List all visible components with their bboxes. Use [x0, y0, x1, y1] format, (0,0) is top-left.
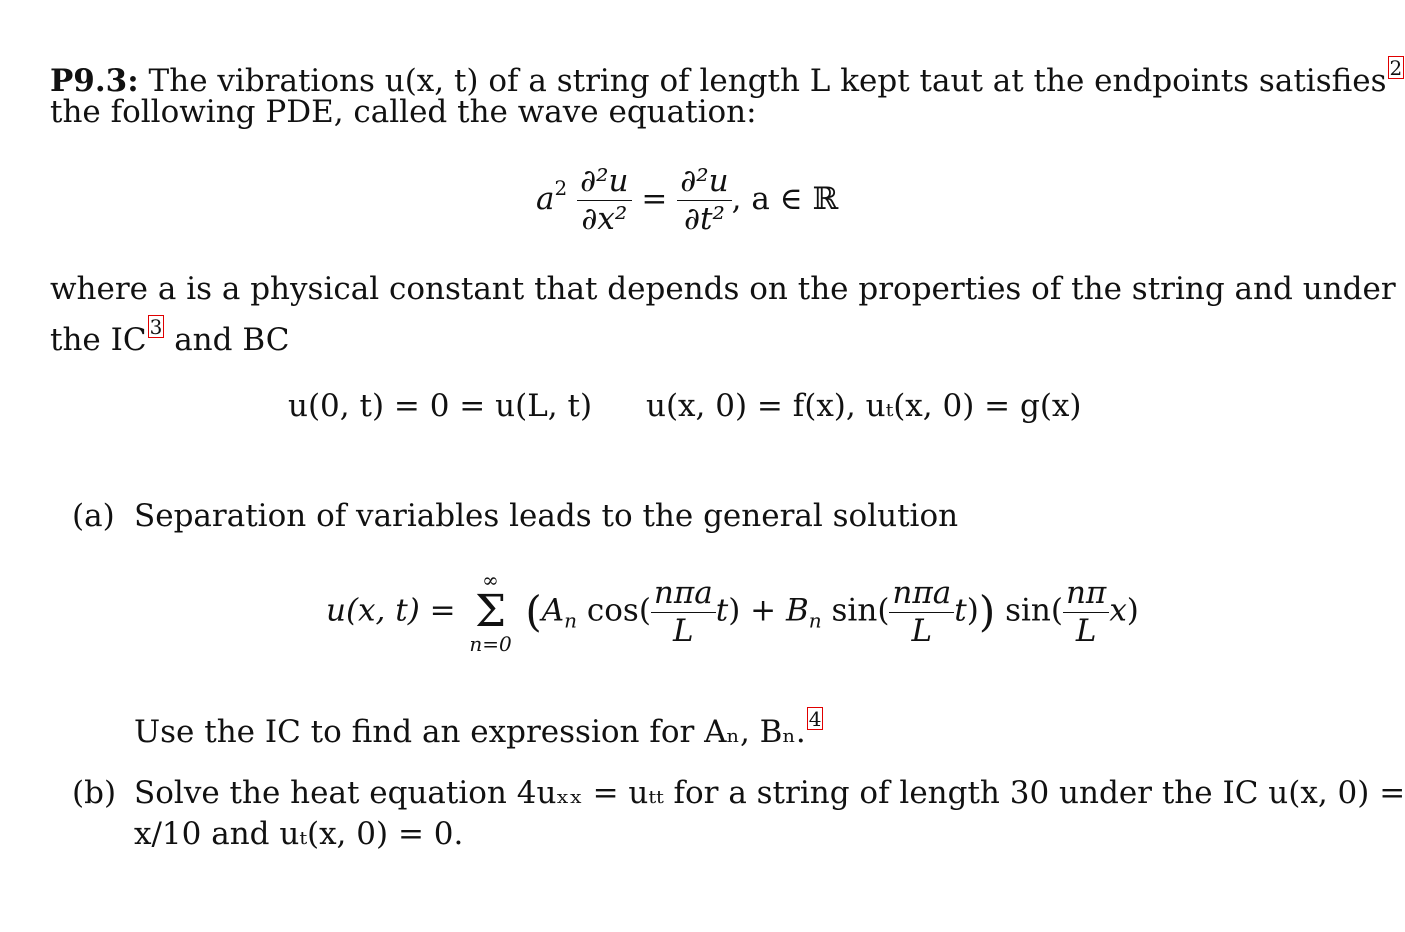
intro-line-2: the following PDE, called the wave equation: [50, 94, 757, 130]
where-line-2: the IC 3 and BC [50, 315, 290, 358]
footnote-marker-3[interactable]: 3 [149, 315, 163, 339]
wave-equation: $a^2$ $\frac{\text{∂²u}}{\text{∂x²}}$ = $\frac{\text{∂²u}}{\text{∂t²}}$ , a ∈ ℝ [536, 163, 839, 237]
problem-label: P9.3: [50, 63, 139, 99]
where-line-1: where a is a physical constant that depends on the properties of the string and under [50, 271, 1396, 307]
initial-conditions: u(x, 0) = f(x), uₜ(x, 0) = g(x) [646, 388, 1082, 424]
wave-eq-right-fraction: $\frac{\text{∂²u}}{\text{∂t²}}$ [677, 166, 731, 235]
general-solution: u(x, t) = ∞ Σ n=0 ($A_n$ cos( $\frac{\text{nπa}}{L}$ $t) + B_n$ sin( $\frac{\text{nπa}}{L}$ t)) sin( $\frac{n\pi}{L}$ x) [326, 568, 1139, 656]
part-b-line-2: x/10 and uₜ(x, 0) = 0. [134, 816, 464, 852]
footnote-marker-4[interactable]: 4 [808, 707, 822, 731]
part-a-text: Separation of variables leads to the general solution [134, 498, 959, 534]
footnote-marker-2[interactable]: 2 [1389, 56, 1403, 80]
intro-text: The vibrations u(x, t) of a string of length L kept taut at the endpoints satisfies [148, 63, 1387, 99]
part-b-label: (b) [72, 775, 117, 811]
wave-eq-left-fraction: $\frac{\text{∂²u}}{\text{∂x²}}$ [577, 166, 631, 235]
part-a-label: (a) [72, 498, 115, 534]
boundary-conditions: u(0, t) = 0 = u(L, t) [288, 388, 593, 424]
summation: ∞ Σ n=0 [469, 568, 512, 656]
intro-line-1 [50, 56, 1404, 97]
part-a-use-ic: Use the IC to find an expression for Aₙ, Bₙ. 4 [134, 707, 822, 750]
part-b-line-1: Solve the heat equation 4uₓₓ = uₜₜ for a string of length 30 under the IC u(x, 0) = [134, 775, 1405, 811]
